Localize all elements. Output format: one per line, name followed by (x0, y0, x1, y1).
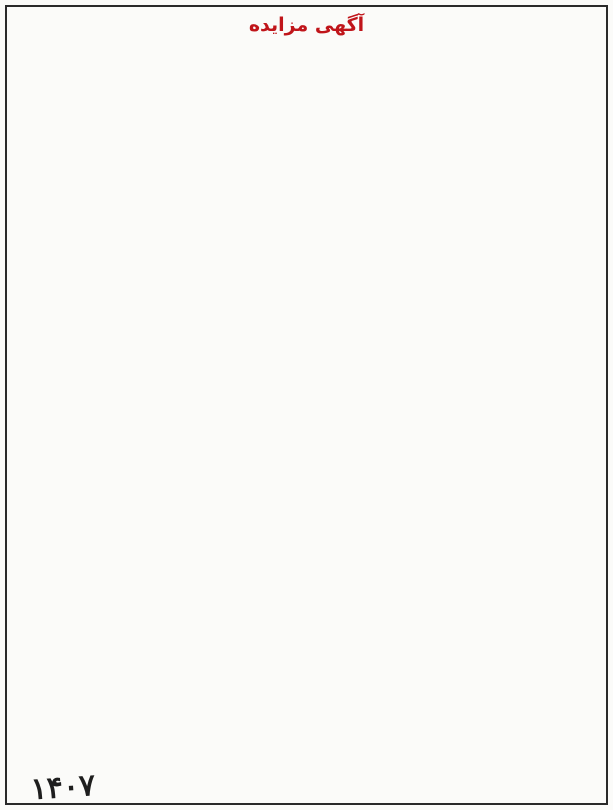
handwritten-mark: ۱۴۰۷ (29, 767, 97, 808)
notice-title: آگهی مزایده (248, 14, 365, 36)
notice-body (24, 52, 589, 747)
